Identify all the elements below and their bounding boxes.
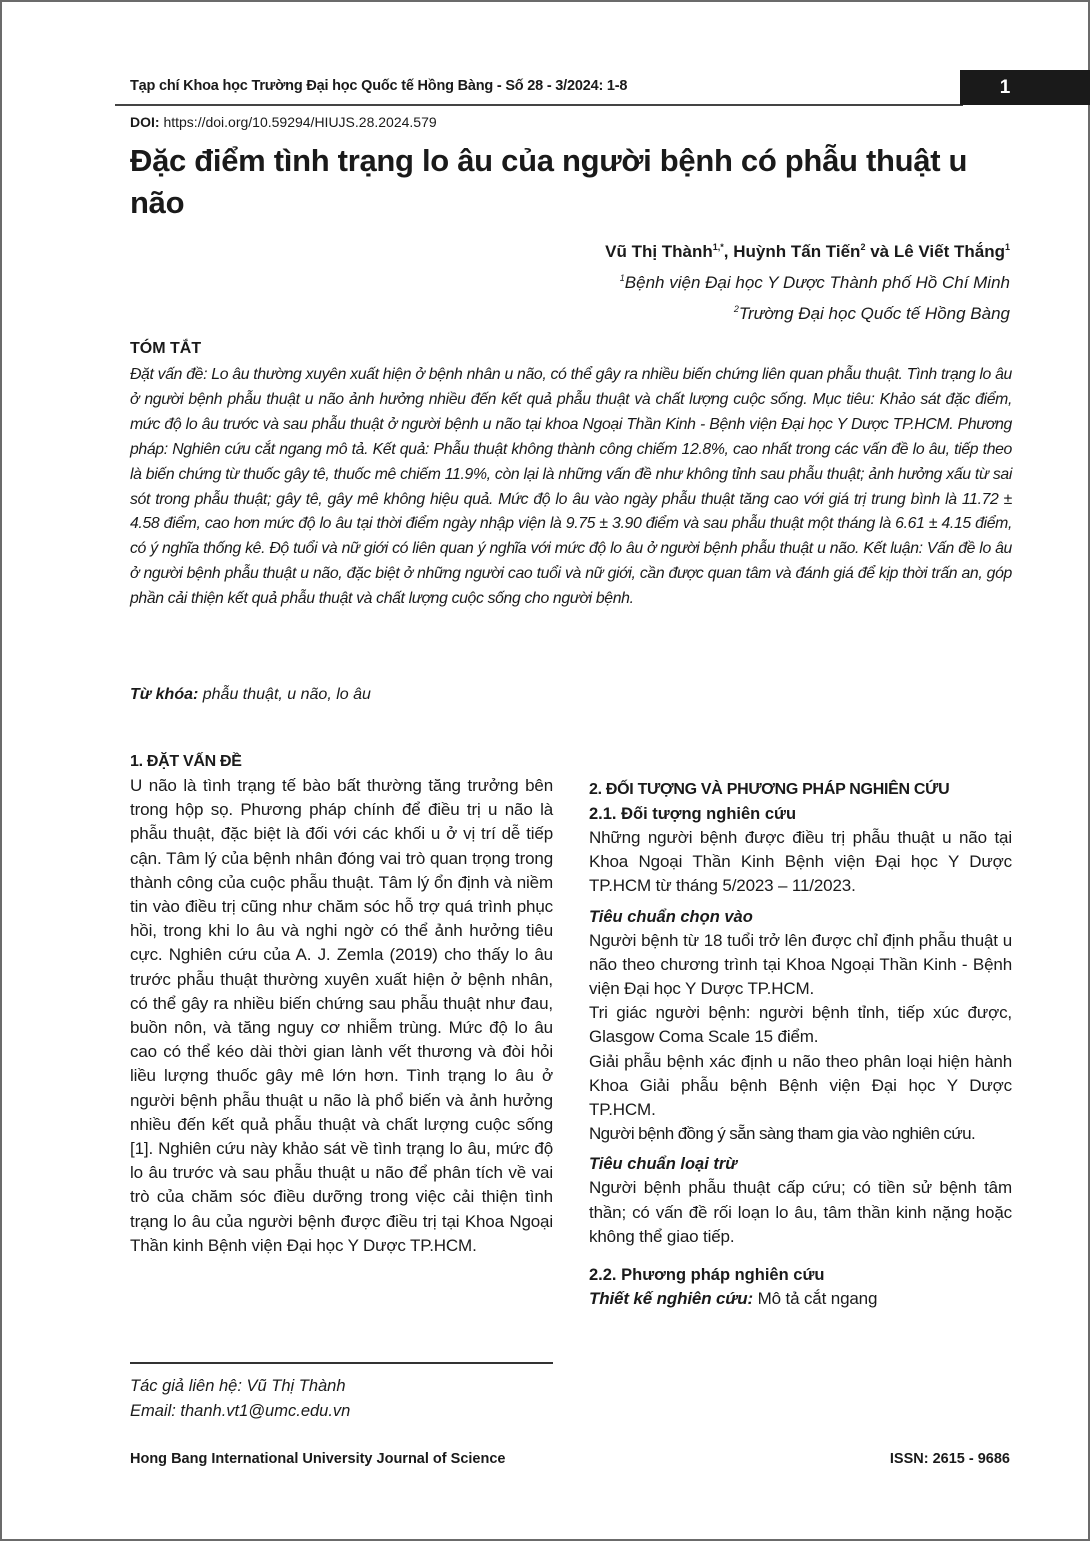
corresponding-author: Tác giả liên hệ: Vũ Thị Thành bbox=[130, 1377, 346, 1395]
exclusion-criteria-heading: Tiêu chuẩn loại trừ bbox=[589, 1155, 738, 1174]
page-number-box bbox=[960, 70, 1090, 105]
subsection-2-2-heading: 2.2. Phương pháp nghiên cứu bbox=[589, 1266, 825, 1285]
inclusion-criteria-heading: Tiêu chuẩn chọn vào bbox=[589, 907, 753, 926]
inclusion-criterion: Người bệnh từ 18 tuổi trở lên được chỉ định phẫu thuật u não theo chương trình tại Khoa Ngoại Thần Kinh - Bệnh viện Đại học Y Dược TP.HCM. bbox=[589, 930, 1012, 999]
inclusion-criterion: Giải phẫu bệnh xác định u não theo phân loại hiện hành Khoa Giải phẫu bệnh Bệnh viện Đại học Y Dược TP.HCM. bbox=[589, 1051, 1012, 1120]
affiliation bbox=[605, 296, 1010, 327]
author-name: Huỳnh Tấn Tiến bbox=[733, 242, 861, 261]
keywords-value: phẫu thuật, u não, lo âu bbox=[198, 686, 371, 703]
section-2-heading: 2. ĐỐI TƯỢNG VÀ PHƯƠNG PHÁP NGHIÊN CỨU bbox=[589, 781, 950, 798]
inclusion-criterion: Tri giác người bệnh: người bệnh tỉnh, tiếp xúc được, Glasgow Coma Scale 15 điểm. bbox=[589, 1003, 1012, 1047]
inclusion-criterion: Người bệnh đồng ý sẵn sàng tham gia vào nghiên cứu. bbox=[589, 1124, 976, 1144]
section-1-body: U não là tình trạng tế bào bất thường tăng trưởng bên trong hộp sọ. Phương pháp chính để điều trị u não là phẫu thuật, đặc biệt là đối với các khối u ở vị trí dễ tiếp cận. Tâm lý của bệnh nhân đóng vai trò quan trọng trong thành công của cuộc phẫu thuật. Tâm lý ổn định và niềm tin vào điều trị cũng như chăm sóc hỗ trợ quá trình phục hồi, trong khi lo âu và nghi ngờ có thể ảnh hưởng tiêu cực. Nghiên cứu của A. J. Zemla (2019) cho thấy lo âu trước phẫu thuật thường xuyên xuất hiện ở bệnh nhân, có thể gây ra nhiều biến chứng sau phẫu thuật như đau, buồn nôn, và tăng nguy cơ nhiễm trùng. Mức độ lo âu cao có thể kéo dài thời gian lành vết thương và đòi hỏi liều lượng thuốc gây mê lớn hơn. Tình trạng lo âu ở người bệnh phẫu thuật u não là phổ biến và ảnh hưởng nhiều đến kết quả phẫu thuật và chất lượng cuộc sống [1]. Nghiên cứu này khảo sát về tình trạng lo âu, mức độ lo âu trước và sau phẫu thuật u não để phân tích về vai trò của chăm sóc điều dưỡng trong việc cải thiện tình trạng lo âu của người bệnh được điều trị tại Khoa Ngoại Thần kinh Bệnh viện Đại học Y Dược TP.HCM. bbox=[130, 776, 553, 1255]
right-column bbox=[589, 778, 1012, 1311]
affiliation-text: Trường Đại học Quốc tế Hồng Bàng bbox=[738, 304, 1010, 323]
author-block bbox=[605, 234, 1010, 327]
keywords-label: Từ khóa: bbox=[130, 686, 199, 703]
article-title: Đặc điểm tình trạng lo âu của người bệnh có phẫu thuật u não bbox=[130, 143, 968, 220]
corresponding-email[interactable]: Email: thanh.vt1@umc.edu.vn bbox=[130, 1402, 351, 1420]
affiliation-sup: 2 bbox=[733, 304, 739, 314]
study-design-label: Thiết kế nghiên cứu: bbox=[589, 1289, 754, 1309]
abstract-body: Đặt vấn đề: Lo âu thường xuyên xuất hiện ở bệnh nhân u não, có thể gây ra nhiều biến chứng liên quan phẫu thuật. Tình trạng lo âu ở người bệnh phẫu thuật u não ảnh hưởng nhiều đến kết quả phẫu thuật và chất lượng cuộc sống. Mục tiêu: Khảo sát đặc điểm, mức độ lo âu trước và sau phẫu thuật ở người bệnh u não tại khoa Ngoại Thần Kinh - Bệnh viện Đại học Y Dược TP.HCM. Phương pháp: Nghiên cứu cắt ngang mô tả. Kết quả: Phẫu thuật không thành công chiếm 12.8%, cao nhất trong các vấn đề lo âu, tiếp theo là biến chứng từ thuốc gây tê, thuốc mê chiếm 11.9%, còn lại là những vấn đề như không tỉnh sau phẫu thuật; ảnh hưởng xấu từ sai sót trong phẫu thuật; gây tê, gây mê không hiệu quả. Mức độ lo âu vào ngày phẫu thuật tăng cao với giá trị trung bình là 11.72 ± 4.58 điểm, cao hơn mức độ lo âu tại thời điểm ngày nhập viện là 9.75 ± 3.90 điểm và sau phẫu thuật một tháng là 6.61 ± 4.15 điểm, có ý nghĩa thống kê. Độ tuổi và nữ giới có liên quan ý nghĩa với mức độ lo âu ở người bệnh phẫu thuật u não. Kết luận: Vấn đề lo âu ở người bệnh phẫu thuật u não, đặc biệt ở những người cao tuổi và nữ giới, cần được quan tâm và đánh giá để kịp thời trấn an, góp phần cải thiện kết quả phẫu thuật và chất lượng cuộc sống cho người bệnh. bbox=[130, 366, 1012, 608]
study-design-value: Mô tả cắt ngang bbox=[753, 1289, 878, 1309]
footnote bbox=[130, 1374, 350, 1424]
author-separator: và bbox=[865, 242, 894, 261]
author-name: Lê Viết Thắng bbox=[893, 242, 1005, 261]
author-separator: , bbox=[723, 242, 734, 261]
doi-link[interactable]: https://doi.org/10.59294/HIUJS.28.2024.579 bbox=[159, 114, 437, 130]
footnote-rule bbox=[130, 1362, 553, 1364]
author-sup: 1,* bbox=[712, 242, 724, 252]
left-column bbox=[130, 750, 553, 1258]
header-rule bbox=[115, 104, 963, 106]
study-design-line bbox=[589, 1287, 1012, 1311]
exclusion-criteria-body: Người bệnh phẫu thuật cấp cứu; có tiền sử bệnh tâm thần; có vấn đề rối loạn lo âu, tâm thần kinh nặng hoặc không thể giao tiếp. bbox=[589, 1178, 1012, 1246]
author-name: Vũ Thị Thành bbox=[605, 242, 713, 261]
section-1-heading: 1. ĐẶT VẤN ĐỀ bbox=[130, 753, 242, 770]
abstract-heading: TÓM TẮT bbox=[130, 340, 202, 357]
subsection-2-1-heading: 2.1. Đối tượng nghiên cứu bbox=[589, 805, 797, 823]
doi-line bbox=[130, 114, 437, 130]
affiliation bbox=[605, 265, 1010, 296]
subsection-2-1-body: Những người bệnh được điều trị phẫu thuật u não tại Khoa Ngoại Thần Kinh Bệnh viện Đại học Y Dược TP.HCM từ tháng 5/2023 – 11/2023. bbox=[589, 828, 1012, 896]
footer-issn: ISSN: 2615 - 9686 bbox=[889, 1451, 1010, 1467]
affiliation-text: Bệnh viện Đại học Y Dược Thành phố Hồ Chí Minh bbox=[624, 273, 1010, 292]
spacer bbox=[589, 1249, 1012, 1259]
running-header: Tạp chí Khoa học Trường Đại học Quốc tế Hồng Bàng - Số 28 - 3/2024: 1-8 bbox=[130, 78, 628, 94]
keywords-line bbox=[130, 686, 371, 704]
doi-label: DOI: bbox=[130, 114, 160, 130]
author-sup: 1 bbox=[1004, 242, 1010, 252]
page-number: 1 bbox=[999, 76, 1011, 98]
affiliation-sup: 1 bbox=[619, 273, 625, 283]
author-sup: 2 bbox=[860, 242, 866, 252]
footer-journal-name: Hong Bang International University Journal of Science bbox=[130, 1451, 506, 1467]
author-names bbox=[605, 234, 1010, 265]
